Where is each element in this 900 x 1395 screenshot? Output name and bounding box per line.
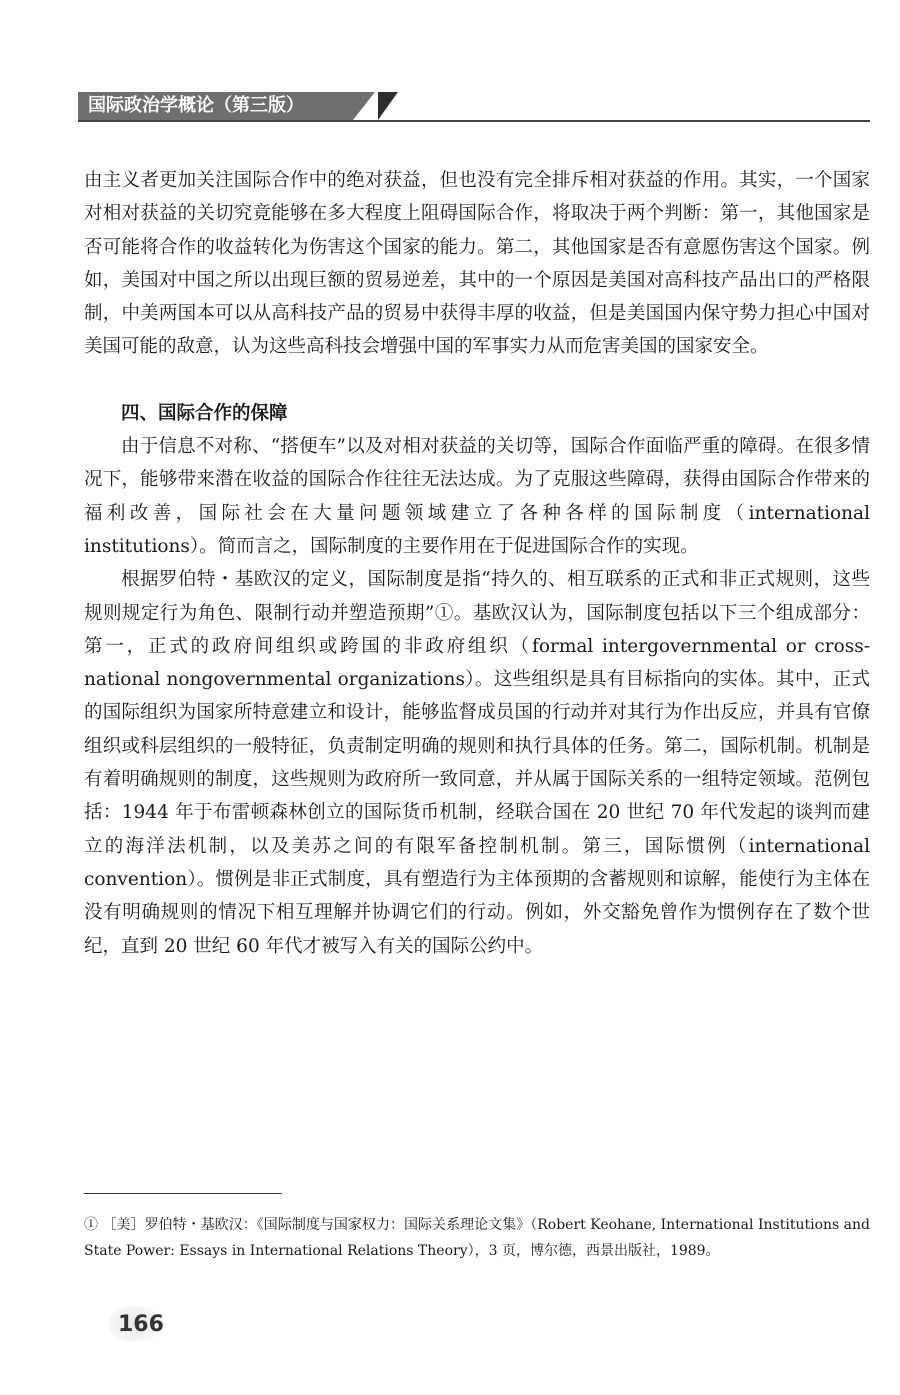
footnote-text: ① ［美］罗伯特・基欧汉：《国际制度与国家权力：国际关系理论文集》（Robert Keohane, International Institutions and State Power: Essays in International Relations Theory），3 页，博尔德，西景出版社，1989。	[84, 1217, 870, 1259]
body-paragraph: 由于信息不对称、“搭便车”以及对相对获益的关切等，国际合作面临严重的障碍。在很多情况下，能够带来潜在收益的国际合作往往无法达成。为了克服这些障碍，获得由国际合作带来的福利改善，国际社会在大量问题领域建立了各种各样的国际制度（international institutions）。简而言之，国际制度的主要作用在于促进国际合作的实现。	[84, 436, 870, 557]
section-heading: 四、国际合作的保障	[121, 402, 288, 424]
header-slant-accent	[378, 92, 398, 120]
book-title: 国际政治学概论（第三版）	[78, 92, 353, 120]
running-header	[78, 92, 870, 120]
body-paragraph: 根据罗伯特・基欧汉的定义，国际制度是指“持久的、相互联系的正式和非正式规则，这些规则规定行为角色、限制行动并塑造预期”①。基欧汉认为，国际制度包括以下三个组成部分：第一，正式的政府间组织或跨国的非政府组织（formal intergovernmental or cross-national nongovernmental organizations）。这些组织是具有目标指向的实体。其中，正式的国际组织为国家所特意建立和设计，能够监督成员国的行动并对其行为作出反应，并具有官僚组织或科层组织的一般特征，负责制定明确的规则和执行具体的任务。第二，国际机制。机制是有着明确规则的制度，这些规则为政府所一致同意，并从属于国际关系的一组特定领域。范例包括：1944 年于布雷顿森林创立的国际货币机制，经联合国在 20 世纪 70 年代发起的谈判而建立的海洋法机制，以及美苏之间的有限军备控制机制。第三，国际惯例（international convention）。惯例是非正式制度，具有塑造行为主体预期的含蓄规则和谅解，能使行为主体在没有明确规则的情况下相互理解并协调它们的行动。例如，外交豁免曾作为惯例存在了数个世纪，直到 20 世纪 60 年代才被写入有关的国际公约中。	[84, 569, 870, 957]
header-rule	[78, 120, 870, 122]
continued-paragraph: 由主义者更加关注国际合作中的绝对获益，但也没有完全排斥相对获益的作用。其实，一个国家对相对获益的关切究竟能够在多大程度上阻碍国际合作，将取决于两个判断：第一，其他国家是否可能将合作的收益转化为伤害这个国家的能力。第二，其他国家是否有意愿伤害这个国家。例如，美国对中国之所以出现巨额的贸易逆差，其中的一个原因是美国对高科技产品出口的严格限制，中美两国本可以从高科技产品的贸易中获得丰厚的收益，但是美国国内保守势力担心中国对美国可能的敌意，认为这些高科技会增强中国的军事实力从而危害美国的国家安全。	[84, 170, 870, 358]
page-number: 166	[118, 1312, 164, 1337]
section-gap	[84, 364, 870, 397]
footnote-rule	[84, 1193, 282, 1194]
header-slant-decoration	[353, 92, 375, 120]
page-body	[84, 164, 870, 963]
footnote	[84, 1212, 870, 1264]
